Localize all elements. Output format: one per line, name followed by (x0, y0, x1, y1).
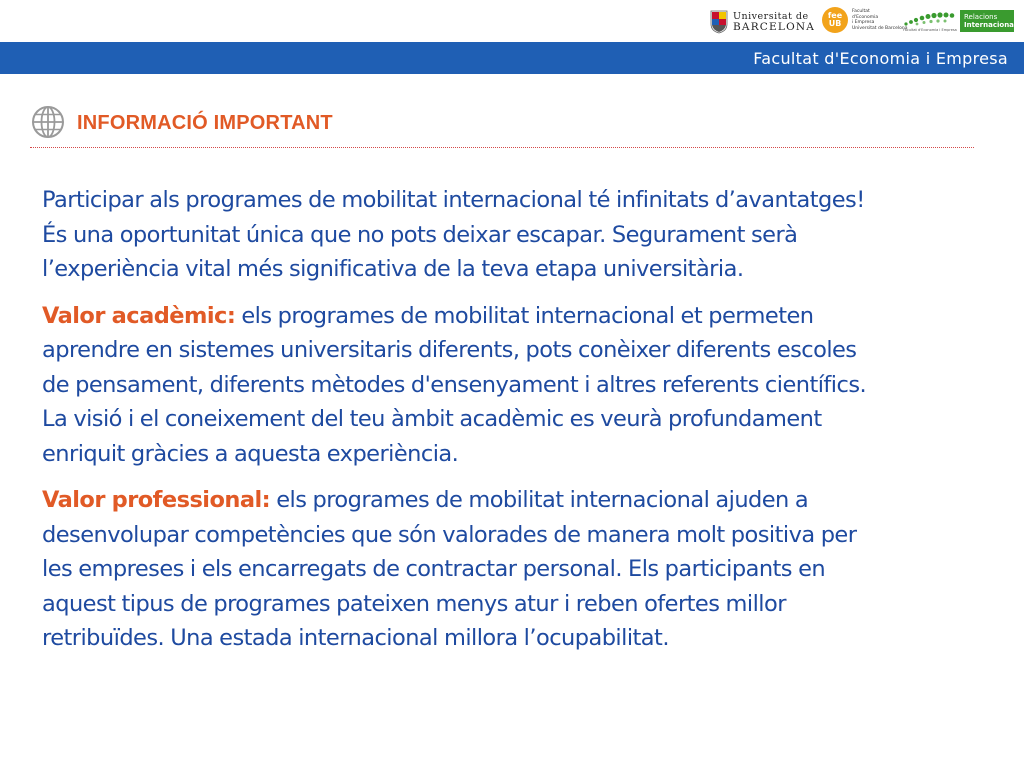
text-line-segment: els programes de mobilitat internacional ajuden a (270, 487, 809, 513)
logo-strip (0, 0, 1024, 42)
university-logo-line1: Universitat de (733, 11, 809, 22)
text-line: desenvolupar competències que són valorades de manera molt positiva per (42, 521, 857, 548)
text-line: enriquit gràcies a aquesta experiència. (42, 440, 459, 467)
text-line: les empreses i els encarregats de contractar personal. Els participants en (42, 556, 826, 582)
text-line: La visió i el coneixement del teu àmbit acadèmic es veurà profundament (42, 406, 822, 432)
text-line (42, 483, 982, 518)
university-shield-icon (710, 10, 728, 34)
faculty-logo-mark-top: fee (827, 11, 843, 20)
text-line: És una oportunitat única que no pots deixar escapar. Segurament serà (42, 221, 798, 248)
faculty-logo-mark (822, 7, 848, 33)
text-line: l’experiència vital més significativa de la teva etapa universitària. (42, 256, 744, 282)
university-logo-line2: BARCELONA (733, 21, 816, 33)
relations-logo-line1: Relacions (964, 13, 998, 21)
faculty-logo-mark-bottom: UB (828, 19, 842, 28)
dots-arc-icon (903, 11, 957, 27)
text-line: de pensament, diferents mètodes d'ensenyament i altres referents científics. (42, 371, 867, 398)
faculty-logo-text: d'Economia (852, 14, 879, 20)
text-line-segment: els programes de mobilitat internacional et permeten (235, 302, 814, 329)
intro-paragraph (42, 183, 982, 287)
faculty-logo (822, 7, 908, 33)
text-line: retribuïdes. Una estada internacional millora l’ocupabilitat. (42, 625, 669, 651)
faculty-logo-text: Facultat (852, 9, 870, 14)
text-line: aprendre en sistemes universitaris diferents, pots conèixer diferents escoles (42, 337, 857, 363)
faculty-logo-text: Universitat de Barcelona (852, 25, 908, 31)
header-banner (0, 42, 1024, 74)
academic-value-label: Valor acadèmic: (42, 302, 236, 329)
professional-value-paragraph (42, 483, 982, 656)
international-relations-logo (960, 10, 1021, 32)
text-line (42, 299, 982, 334)
dots-logo (903, 11, 957, 35)
faculty-logo-text: i Empresa (852, 20, 875, 25)
globe-icon (31, 105, 65, 139)
relations-logo-line2: Internacionals (964, 21, 1021, 29)
text-line: aquest tipus de programes pateixen menys atur i reben ofertes millor (42, 590, 786, 617)
section-title: INFORMACIÓ IMPORTANT (77, 112, 333, 134)
main-content (42, 183, 982, 668)
dots-logo-caption: Facultat d'Economia i Empresa (903, 28, 957, 32)
text-line: Participar als programes de mobilitat internacional té infinitats d’avantatges! (42, 187, 865, 213)
academic-value-paragraph (42, 299, 982, 472)
banner-title: Facultat d'Economia i Empresa (753, 49, 1008, 68)
university-logo (710, 8, 815, 36)
section-divider (30, 147, 974, 148)
professional-value-label: Valor professional: (42, 487, 271, 513)
